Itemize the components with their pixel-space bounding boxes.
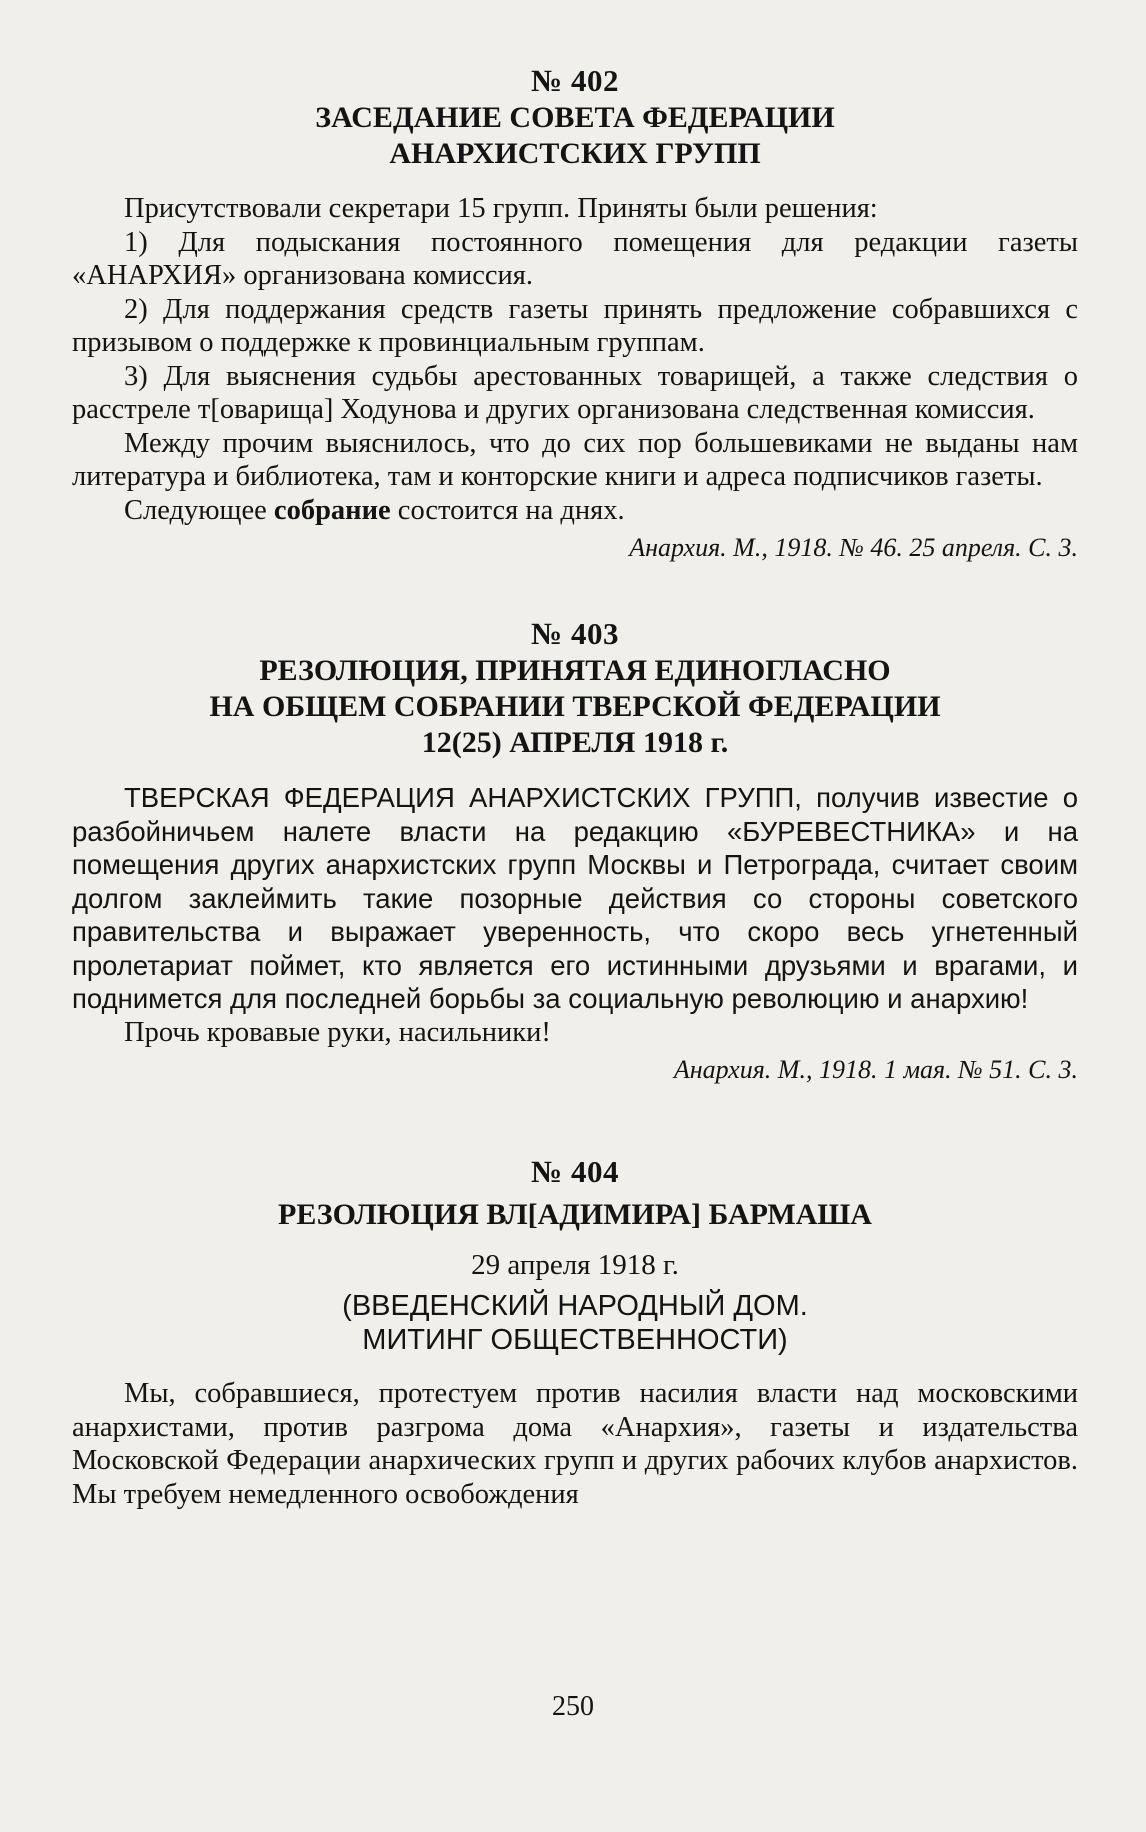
paragraph: 3) Для выяснения судьбы арестованных товарищей, а также следствия о расстреле т[оварища] Ходунова и других организована следственная комиссия. (72, 360, 1078, 425)
paragraph-text: состоится на днях. (390, 494, 625, 526)
document-date: 29 апреля 1918 г. (471, 1249, 679, 1281)
bold-word: собрание (273, 494, 391, 526)
document-number: № 404 (531, 1154, 619, 1189)
document-number: № 402 (531, 63, 619, 98)
document-subtitle (72, 1289, 1078, 1357)
document-404 (72, 1153, 1078, 1511)
paragraph: 2) Для поддержания средств газеты принять предложение собравшихся с призывом о поддержке к провинциальным группам. (72, 293, 1078, 358)
document-subtitle-line: (ВВЕДЕНСКИЙ НАРОДНЫЙ ДОМ. (342, 1290, 808, 1322)
document-title-line: РЕЗОЛЮЦИЯ, ПРИНЯТАЯ ЕДИНОГЛАСНО (259, 654, 891, 687)
paragraph (72, 494, 1078, 528)
document-title-line: АНАРХИСТСКИХ ГРУПП (389, 137, 761, 170)
document-title-line: ЗАСЕДАНИЕ СОВЕТА ФЕДЕРАЦИИ (315, 101, 835, 134)
source-citation: Анархия. М., 1918. 1 мая. № 51. С. 3. (673, 1055, 1078, 1084)
paragraph: 1) Для подыскания постоянного помещения для редакции газеты «АНАРХИЯ» организована комиссия. (72, 226, 1078, 291)
document-body (72, 192, 1078, 527)
document-title: РЕЗОЛЮЦИЯ ВЛ[АДИМИРА] БАРМАША (278, 1198, 872, 1231)
document-402 (72, 62, 1078, 565)
paragraph: Прочь кровавые руки, насильники! (124, 1016, 551, 1048)
document-title (72, 100, 1078, 172)
document-subtitle-line: МИТИНГ ОБЩЕСТВЕННОСТИ) (362, 1324, 788, 1356)
document-title-line: 12(25) АПРЕЛЯ 1918 г. (421, 726, 729, 759)
document-number: № 403 (531, 616, 619, 651)
paragraph-text: Следующее (124, 494, 274, 526)
page-number: 250 (552, 1691, 594, 1722)
document-title (72, 653, 1078, 761)
paragraph: Присутствовали секретари 15 групп. Приняты были решения: (124, 193, 878, 224)
paragraph: Между прочим выяснилось, что до сих пор большевиками не выданы нам литература и библиотека, там и конторские книги и адреса подписчиков газеты. (72, 427, 1078, 492)
document-body (72, 1377, 1078, 1511)
document-403 (72, 615, 1078, 1087)
source-citation: Анархия. М., 1918. № 46. 25 апреля. С. 3. (629, 533, 1078, 562)
paragraph: ТВЕРСКАЯ ФЕДЕРАЦИЯ АНАРХИСТСКИХ ГРУПП, получив известие о разбойничьем налете власти на редакцию «БУРЕВЕСТНИКА» и на помещения других анархистских групп Москвы и Петрограда, считает своим долгом заклеймить такие позорные действия со стороны советского правительства и выражает уверенность, что скоро весь угнетенный пролетариат поймет, кто является его истинными друзьями и врагами, и поднимется для последней борьбы за социальную революцию и анархию! (72, 782, 1078, 1014)
document-body (72, 781, 1078, 1049)
paragraph: Мы, собравшиеся, протестуем против насилия власти над московскими анархистами, против разгрома дома «Анархия», газеты и издательства Московской Федерации анархических групп и других рабочих клубов анархистов. Мы требуем немедленного освобождения (72, 1378, 1078, 1510)
document-title-line: НА ОБЩЕМ СОБРАНИИ ТВЕРСКОЙ ФЕДЕРАЦИИ (209, 690, 941, 723)
